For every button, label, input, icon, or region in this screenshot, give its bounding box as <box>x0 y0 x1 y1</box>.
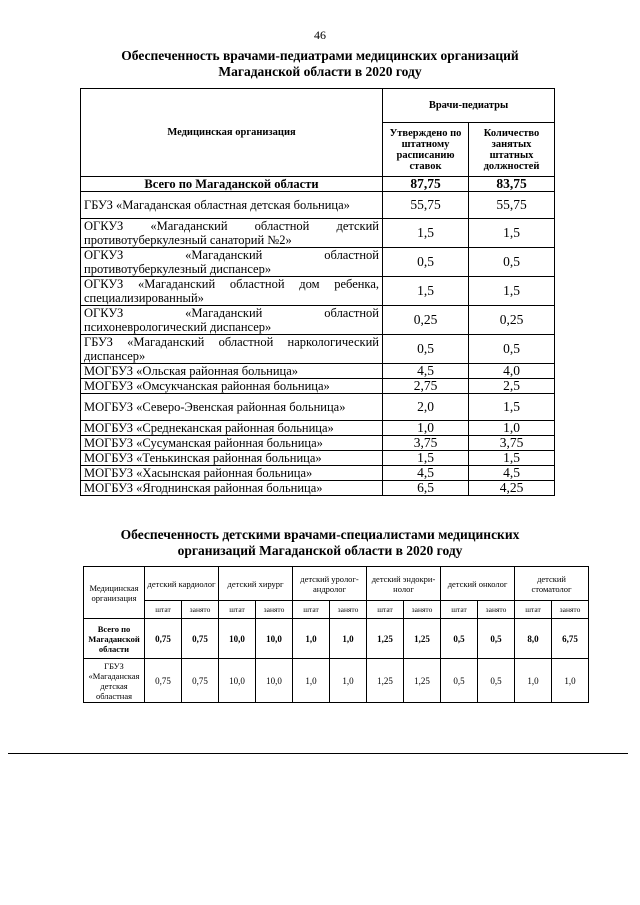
table-row <box>81 219 555 248</box>
row-org: МОГБУЗ «Хасынская районная больница» <box>81 466 383 481</box>
t2-header-cardiologist: детский кардиолог <box>145 567 219 601</box>
row-org: ОГКУЗ «Магаданский областной психоневрологический диспансер» <box>81 306 383 335</box>
table-row <box>84 619 589 659</box>
row-org: МОГБУЗ «Среднеканская районная больница» <box>81 421 383 436</box>
t2-header-endocrinologist: детский эндокри-нолог <box>367 567 441 601</box>
t2-cell: 1,25 <box>367 619 404 659</box>
t2-cell: 10,0 <box>256 659 293 703</box>
table2-title-line2: организаций Магаданской области в 2020 году <box>177 543 463 558</box>
t2-cell: 1,0 <box>293 659 330 703</box>
t2-sub-staff: штат <box>219 601 256 619</box>
row-org: МОГБУЗ «Ягоднинская районная больница» <box>81 481 383 496</box>
row-org: МОГБУЗ «Сусуманская районная больница» <box>81 436 383 451</box>
table-row <box>84 659 589 703</box>
t2-sub-staff: штат <box>293 601 330 619</box>
t2-sub-staff: штат <box>441 601 478 619</box>
row-org: ОГКУЗ «Магаданский областной дом ребенка, специализированный» <box>81 277 383 306</box>
row-approved: 1,5 <box>383 451 469 466</box>
table-row <box>81 277 555 306</box>
table-row <box>81 436 555 451</box>
row-occupied: 0,25 <box>469 306 555 335</box>
t2-sub-occupied: занято <box>552 601 589 619</box>
t2-cell: 0,5 <box>441 659 478 703</box>
table-row <box>81 481 555 496</box>
table-row <box>81 364 555 379</box>
row-occupied: 0,5 <box>469 335 555 364</box>
t2-sub-staff: штат <box>145 601 182 619</box>
t2-cell: 0,5 <box>478 619 515 659</box>
row-occupied: 1,5 <box>469 219 555 248</box>
t2-cell: 1,25 <box>404 659 441 703</box>
t2-cell: 0,75 <box>145 659 182 703</box>
total-label: Всего по Магаданской области <box>81 177 383 192</box>
table1-title-line2: Магаданской области в 2020 году <box>218 64 422 79</box>
t2-sub-occupied: занято <box>256 601 293 619</box>
t2-cell: 10,0 <box>256 619 293 659</box>
row-org: МОГБУЗ «Ольская районная больница» <box>81 364 383 379</box>
t2-row-org: Всего по Магаданской области <box>84 619 145 659</box>
table-row <box>81 335 555 364</box>
t2-cell: 1,0 <box>552 659 589 703</box>
total-occupied: 83,75 <box>469 177 555 192</box>
t2-cell: 1,0 <box>330 619 367 659</box>
row-org: ГБУЗ «Магаданская областная детская больница» <box>81 192 383 219</box>
header-approved: Утверждено по штатному расписанию ставок <box>383 123 469 177</box>
page-number: 46 <box>314 28 326 42</box>
t2-sub-staff: штат <box>515 601 552 619</box>
table-row <box>81 306 555 335</box>
t2-sub-occupied: занято <box>404 601 441 619</box>
row-occupied: 4,0 <box>469 364 555 379</box>
total-approved: 87,75 <box>383 177 469 192</box>
t2-header-org: Медицинская организация <box>84 567 145 619</box>
t2-sub-occupied: занято <box>182 601 219 619</box>
footer-rule <box>8 753 628 754</box>
t2-cell: 1,0 <box>515 659 552 703</box>
row-occupied: 4,25 <box>469 481 555 496</box>
table-row <box>81 421 555 436</box>
row-approved: 2,75 <box>383 379 469 394</box>
row-org: МОГБУЗ «Омсукчанская районная больница» <box>81 379 383 394</box>
row-org: ОГКУЗ «Магаданский областной детский противотуберкулезный санаторий №2» <box>81 219 383 248</box>
table2-title <box>80 527 560 559</box>
row-approved: 0,5 <box>383 335 469 364</box>
pediatricians-table <box>80 88 555 496</box>
t2-cell: 1,0 <box>330 659 367 703</box>
row-occupied: 1,0 <box>469 421 555 436</box>
row-occupied: 4,5 <box>469 466 555 481</box>
t2-cell: 6,75 <box>552 619 589 659</box>
row-org: ОГКУЗ «Магаданский областной противотуберкулезный диспансер» <box>81 248 383 277</box>
row-approved: 6,5 <box>383 481 469 496</box>
row-occupied: 2,5 <box>469 379 555 394</box>
header-occupied: Количество занятых штатных должностей <box>469 123 555 177</box>
total-row <box>81 177 555 192</box>
table-row <box>81 379 555 394</box>
table1-title <box>80 48 560 80</box>
row-occupied: 0,5 <box>469 248 555 277</box>
header-pediatricians: Врачи-педиатры <box>383 89 555 123</box>
table1-title-line1: Обеспеченность врачами-педиатрами медицинских организаций <box>121 48 519 63</box>
t2-row-org: ГБУЗ «Магаданская детская областная <box>84 659 145 703</box>
t2-cell: 10,0 <box>219 659 256 703</box>
row-approved: 2,0 <box>383 394 469 421</box>
table-row <box>81 248 555 277</box>
t2-cell: 1,25 <box>404 619 441 659</box>
t2-sub-occupied: занято <box>478 601 515 619</box>
row-occupied: 3,75 <box>469 436 555 451</box>
table-row <box>81 466 555 481</box>
header-org: Медицинская организация <box>81 89 383 177</box>
row-approved: 0,25 <box>383 306 469 335</box>
t2-cell: 1,0 <box>293 619 330 659</box>
t2-cell: 10,0 <box>219 619 256 659</box>
row-org: МОГБУЗ «Северо-Эвенская районная больница» <box>81 394 383 421</box>
t2-cell: 0,75 <box>182 659 219 703</box>
row-approved: 3,75 <box>383 436 469 451</box>
t2-cell: 0,5 <box>441 619 478 659</box>
t2-cell: 8,0 <box>515 619 552 659</box>
table-row <box>81 394 555 421</box>
table-row <box>81 192 555 219</box>
row-occupied: 55,75 <box>469 192 555 219</box>
table2-title-line1: Обеспеченность детскими врачами-специалистами медицинских <box>120 527 520 542</box>
row-approved: 55,75 <box>383 192 469 219</box>
row-approved: 1,0 <box>383 421 469 436</box>
row-org: ГБУЗ «Магаданский областной наркологический диспансер» <box>81 335 383 364</box>
row-approved: 4,5 <box>383 466 469 481</box>
t2-cell: 1,25 <box>367 659 404 703</box>
t2-header-dentist: детский стоматолог <box>515 567 589 601</box>
row-org: МОГБУЗ «Тенькинская районная больница» <box>81 451 383 466</box>
row-approved: 0,5 <box>383 248 469 277</box>
t2-cell: 0,75 <box>182 619 219 659</box>
t2-header-oncologist: детский онколог <box>441 567 515 601</box>
table-row <box>81 451 555 466</box>
row-approved: 4,5 <box>383 364 469 379</box>
t2-sub-occupied: занято <box>330 601 367 619</box>
t2-header-surgeon: детский хирург <box>219 567 293 601</box>
row-approved: 1,5 <box>383 219 469 248</box>
t2-cell: 0,5 <box>478 659 515 703</box>
specialists-table <box>83 566 589 703</box>
row-approved: 1,5 <box>383 277 469 306</box>
t2-header-urologist: детский уролог-андролог <box>293 567 367 601</box>
row-occupied: 1,5 <box>469 451 555 466</box>
t2-sub-staff: штат <box>367 601 404 619</box>
t2-cell: 0,75 <box>145 619 182 659</box>
row-occupied: 1,5 <box>469 394 555 421</box>
row-occupied: 1,5 <box>469 277 555 306</box>
